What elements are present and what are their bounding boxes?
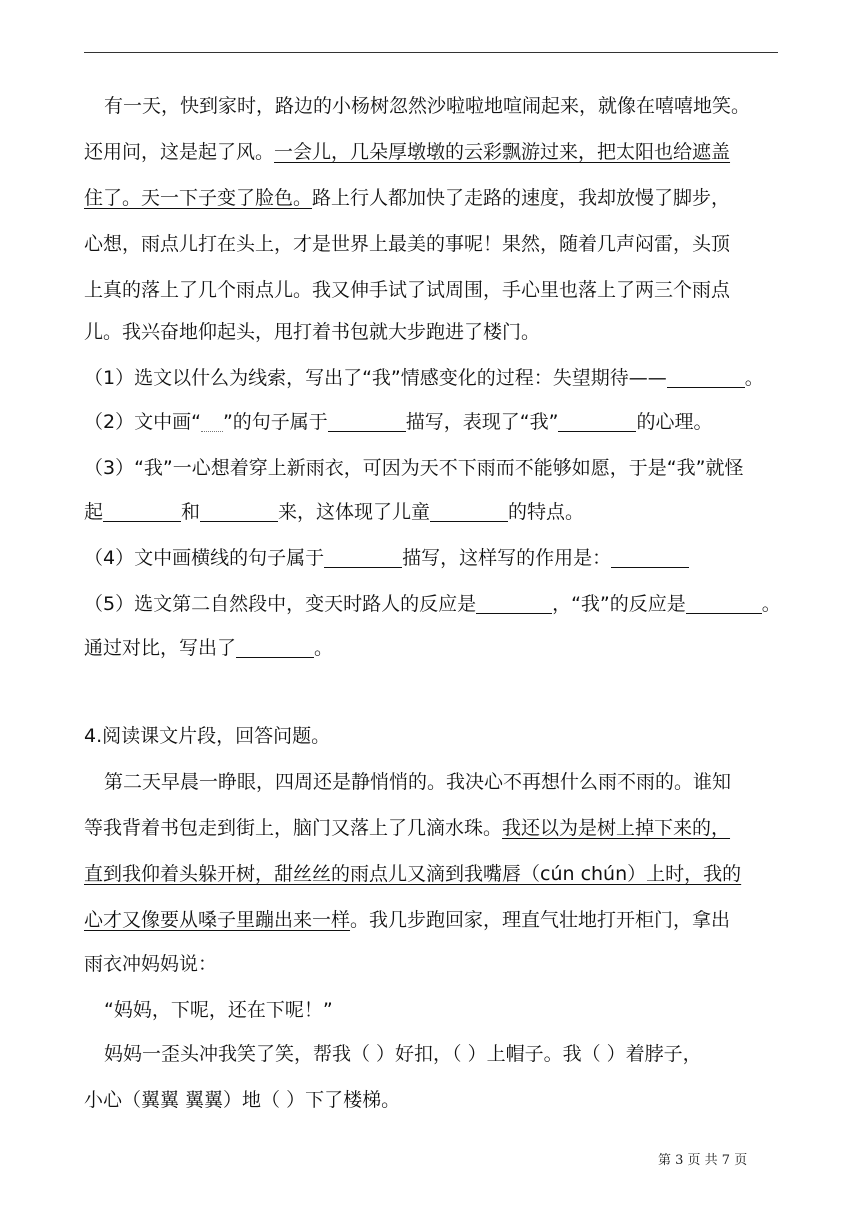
answer-blank[interactable]	[324, 547, 402, 568]
question-5-line-2: 通过对比，写出了 。	[84, 637, 334, 659]
question-3-line-2: 起 和 来，这体现了儿童 的特点。	[84, 501, 585, 523]
answer-blank[interactable]	[328, 411, 406, 432]
answer-blank[interactable]	[476, 593, 552, 614]
answer-blank[interactable]	[611, 547, 689, 568]
section-4-line-4: 心才又像要从嗓子里蹦出来一样。我几步跑回家，理直气壮地打开柜门，拿出	[84, 909, 731, 931]
question-2: （2）文中画“ ”的句子属于 描写，表现了“我” 的心理。	[84, 411, 713, 433]
dotted-mark	[201, 411, 223, 432]
underlined-sentence: 住了。天一下子变了脸色。	[84, 187, 313, 209]
page-number: 第 3 页 共 7 页	[658, 1153, 748, 1168]
question-5-line-1: （5）选文第二自然段中，变天时路人的反应是 ，“我”的反应是 。	[84, 593, 781, 615]
answer-blank[interactable]	[430, 501, 508, 522]
section-4-line-2: 等我背着书包走到街上，脑门又落上了几滴水珠。我还以为是树上掉下来的，	[84, 817, 731, 839]
section-4-line-6: “妈妈，下呢，还在下呢！”	[104, 999, 333, 1021]
question-3-line-1: （3）“我”一心想着穿上新雨衣，可因为天不下雨而不能够如愿，于是“我”就怪	[84, 457, 744, 479]
passage1-line-3: 住了。天一下子变了脸色。路上行人都加快了走路的速度，我却放慢了脚步，	[84, 187, 731, 209]
underlined-sentence: 心才又像要从嗓子里蹦出来一样	[84, 909, 351, 931]
underlined-sentence: 我还以为是树上掉下来的，	[502, 817, 731, 839]
answer-blank[interactable]	[558, 411, 636, 432]
passage1-line-2: 还用问，这是起了风。一会儿，几朵厚墩墩的云彩飘游过来，把太阳也给遮盖	[84, 141, 731, 163]
answer-blank[interactable]	[686, 593, 762, 614]
section-4-line-7: 妈妈一歪头冲我笑了笑，帮我（ ）好扣，（ ）上帽子。我（ ）着脖子，	[104, 1043, 702, 1065]
answer-blank[interactable]	[103, 501, 181, 522]
section-4-line-5: 雨衣冲妈妈说：	[84, 953, 218, 975]
passage1-line-1: 有一天，快到家时，路边的小杨树忽然沙啦啦地喧闹起来，就像在嘻嘻地笑。	[104, 95, 751, 117]
passage1-line-6: 儿。我兴奋地仰起头，甩打着书包就大步跑进了楼门。	[84, 321, 541, 343]
underlined-sentence: 直到我仰着头躲开树，甜丝丝的雨点儿又滴到我嘴唇（cún chún）上时，我的	[84, 863, 742, 885]
answer-blank[interactable]	[200, 501, 278, 522]
answer-blank[interactable]	[667, 367, 745, 388]
section-4-heading: 4.阅读课文片段，回答问题。	[84, 725, 331, 747]
question-4: （4）文中画横线的句子属于 描写，这样写的作用是：	[84, 544, 784, 572]
passage1-line-4: 心想，雨点儿打在头上，才是世界上最美的事呢！果然，随着几声闷雷，头顶	[84, 233, 731, 255]
section-4-line-3	[84, 860, 784, 888]
header-rule	[84, 52, 778, 53]
section-4-line-1: 第二天早晨一睁眼，四周还是静悄悄的。我决心不再想什么雨不雨的。谁知	[104, 771, 732, 793]
underlined-sentence: 一会儿，几朵厚墩墩的云彩飘游过来，把太阳也给遮盖	[274, 141, 731, 163]
passage1-line-5: 上真的落上了几个雨点儿。我又伸手试了试周围，手心里也落上了两三个雨点	[84, 279, 731, 301]
question-1: （1）选文以什么为线索，写出了“我”情感变化的过程：失望期待—— 。	[84, 367, 764, 389]
answer-blank[interactable]	[236, 637, 314, 658]
section-4-line-8: 小心（翼翼 翼翼）地（ ）下了楼梯。	[84, 1089, 401, 1111]
